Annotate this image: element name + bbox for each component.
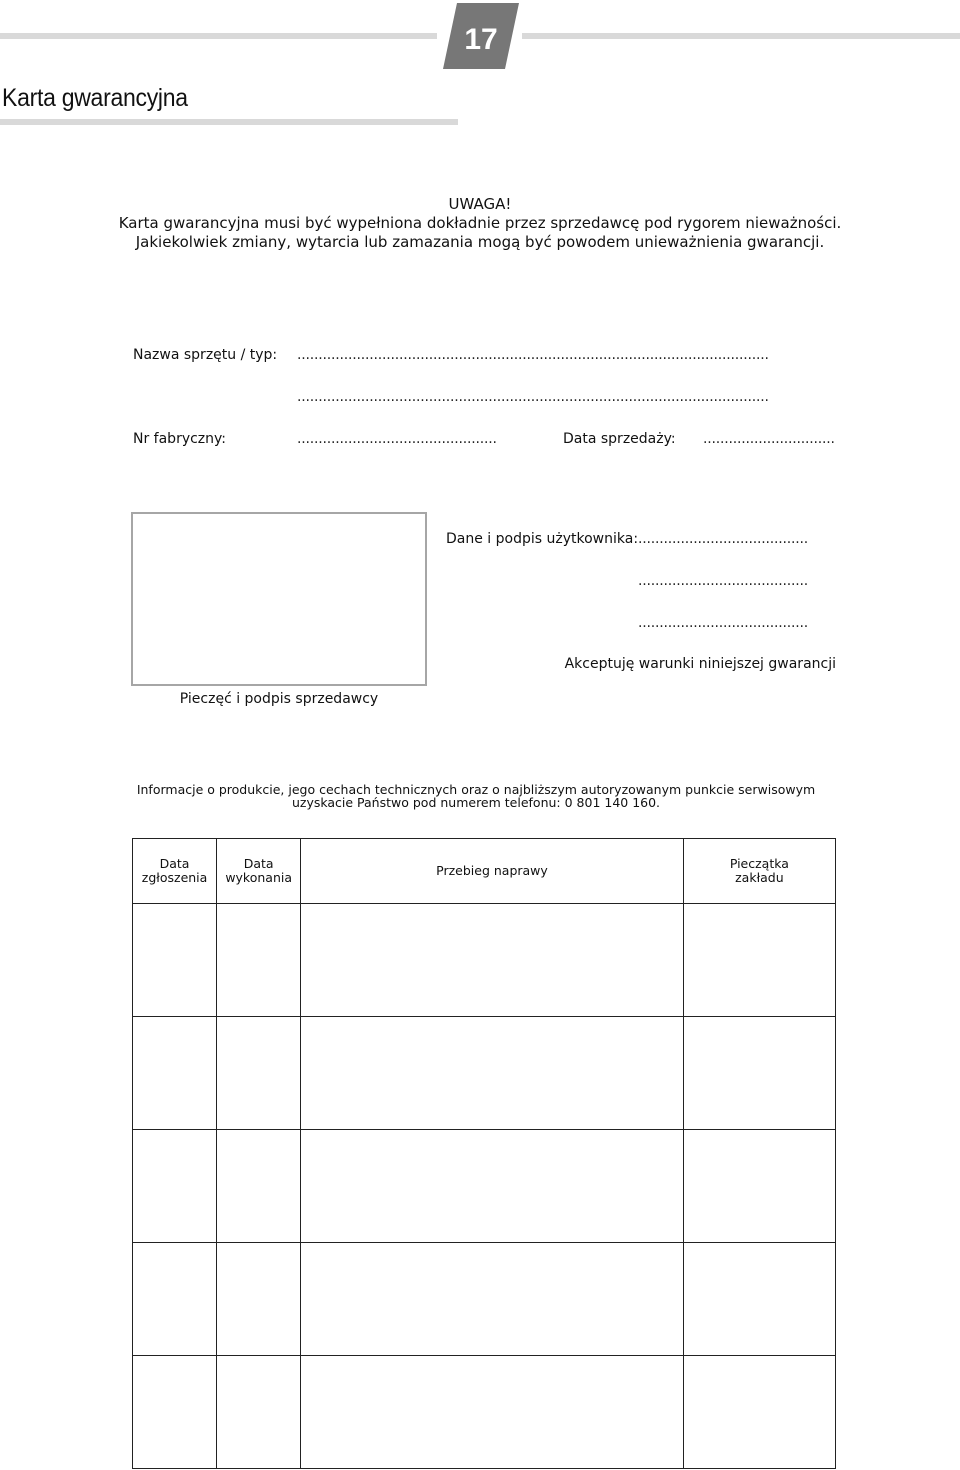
sale-date-label: Data sprzedaży: [563,431,676,447]
column-header-completion-date-line1: Data [243,856,274,871]
table-cell[interactable] [683,904,835,1017]
service-info-line-2: uzyskacie Państwo pod numerem telefonu: 0 801 140 160. [291,795,661,810]
table-cell[interactable] [217,1017,301,1130]
table-cell[interactable] [301,904,684,1017]
notice-line-2: Jakiekolwiek zmiany, wytarcia lub zamazania mogą być powodem unieważnienia gwarancji. [135,233,825,251]
accept-terms-text: Akceptuję warunki niniejszej gwarancji [564,656,836,672]
table-cell[interactable] [217,904,301,1017]
table-cell[interactable] [217,1356,301,1469]
seller-stamp-label: Pieczęć i podpis sprzedawcy [179,691,379,707]
user-data-field-line-3[interactable]: ........................................ [638,615,809,631]
header-bar-right [522,33,960,39]
table-cell[interactable] [301,1017,684,1130]
column-header-workshop-stamp [683,839,835,904]
title-underline [0,119,458,125]
table-cell[interactable] [217,1130,301,1243]
header-bar-left [0,33,437,39]
device-label: Nazwa sprzętu / typ: [133,347,278,363]
repairs-table-header-row [133,839,836,904]
column-header-repair-course-line1: Przebieg naprawy [436,863,548,878]
table-row [133,1017,836,1130]
column-header-report-date-line2: zgłoszenia [141,870,208,885]
column-header-workshop-stamp-line1: Pieczątka [729,856,789,871]
serial-number-label: Nr fabryczny: [133,431,227,447]
notice-heading: UWAGA! [448,195,512,213]
device-field-line-1[interactable]: ............................................................................................................... [297,347,769,363]
table-row [133,1243,836,1356]
user-data-field-line-2[interactable]: ........................................ [638,573,809,589]
page-title: Karta gwarancyjna [2,84,188,112]
table-cell[interactable] [133,1243,217,1356]
notice-line-1: Karta gwarancyjna musi być wypełniona dokładnie przez sprzedawcę pod rygorem nieważności. [118,214,842,232]
column-header-repair-course [301,839,684,904]
table-cell[interactable] [301,1243,684,1356]
table-cell[interactable] [683,1017,835,1130]
service-info-line-1: Informacje o produkcie, jego cechach technicznych oraz o najbliższym autoryzowanym punkcie serwisowym [136,782,816,797]
table-cell[interactable] [301,1356,684,1469]
sale-date-field[interactable]: ............................... [703,431,835,447]
column-header-completion-date [217,839,301,904]
column-header-workshop-stamp-line2: zakładu [735,870,784,885]
table-cell[interactable] [683,1356,835,1469]
repairs-table [132,838,836,1469]
column-header-report-date [133,839,217,904]
table-cell[interactable] [683,1243,835,1356]
column-header-completion-date-line2: wykonania [225,870,293,885]
table-row [133,904,836,1017]
table-cell[interactable] [683,1130,835,1243]
table-row [133,1130,836,1243]
table-cell[interactable] [133,1130,217,1243]
user-data-field-line-1[interactable]: ........................................ [638,531,809,547]
table-row [133,1356,836,1469]
page-number: 17 [464,23,498,56]
table-cell[interactable] [217,1243,301,1356]
serial-number-field[interactable]: ............................................... [297,431,497,447]
column-header-report-date-line1: Data [159,856,190,871]
table-cell[interactable] [133,904,217,1017]
table-cell[interactable] [133,1356,217,1469]
table-cell[interactable] [301,1130,684,1243]
seller-stamp-box [131,512,427,686]
user-data-label: Dane i podpis użytkownika: [446,531,639,547]
table-cell[interactable] [133,1017,217,1130]
device-field-line-2[interactable]: ............................................................................................................... [297,389,769,405]
